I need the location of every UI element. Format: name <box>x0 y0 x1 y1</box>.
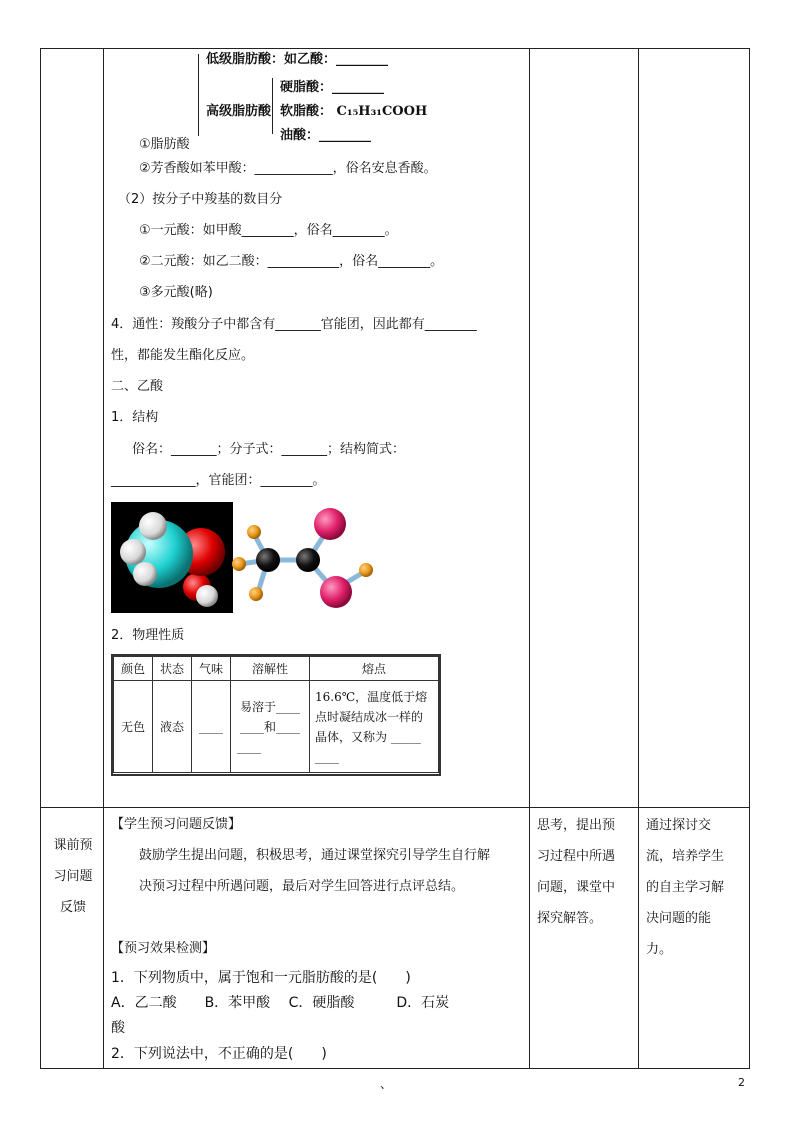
table-border-col1 <box>103 48 104 1069</box>
higher-fatty-acid: 高级脂肪酸 <box>206 104 272 119</box>
student-line-3: 问题，课堂中 <box>537 880 616 895</box>
solubility-line-3: ____ <box>237 739 261 754</box>
structure-fill-1: 俗名：_______；分子式：_______；结构简式： <box>132 442 406 457</box>
common-property-line-1: 4．通性：羧酸分子中都含有_______官能团，因此都有________ <box>111 317 477 332</box>
structure-heading: 1．结构 <box>111 410 159 425</box>
common-property-line-2: 性，都能发生酯化反应。 <box>111 348 255 363</box>
test-title: 【预习效果检测】 <box>111 941 216 956</box>
question-2: 2．下列说法中，不正确的是( ) <box>111 1046 327 1062</box>
preview-row-label <box>48 830 98 923</box>
melting-line-3: 晶体，又称为 _____ <box>315 729 421 744</box>
di-acid-line: ②二元酸：如乙二酸：___________，俗名________。 <box>139 254 444 269</box>
purpose-line-5: 力。 <box>646 942 673 957</box>
table-border-bottom <box>40 1068 750 1069</box>
property-table <box>113 656 439 773</box>
space-filling-model-graphic <box>111 502 233 613</box>
section-acetic-acid: 二、乙酸 <box>111 379 164 394</box>
student-line-4: 探究解答。 <box>537 911 603 926</box>
question-1: 1．下列物质中，属于饱和一元脂肪酸的是( ) <box>111 970 411 986</box>
palmitic-formula: C₁₅H₃₁COOH <box>336 104 428 119</box>
melting-line-2: 点时凝结成冰一样的 <box>315 709 424 724</box>
table-border-col3 <box>638 48 639 1069</box>
melting-line-4: ____ <box>315 749 339 764</box>
acetic-acid-ball-stick-model <box>232 502 382 613</box>
cell-odor: ____ <box>192 681 231 773</box>
cell-state: 液态 <box>153 681 192 773</box>
cell-color: 无色 <box>114 681 153 773</box>
purpose-line-4: 决问题的能 <box>646 911 712 926</box>
design-purpose <box>646 810 746 965</box>
table-border-left <box>40 48 41 1069</box>
cell-solubility <box>231 681 310 773</box>
fatty-acid-classification <box>190 48 450 148</box>
mono-acid-line: ①一元酸：如甲酸________，俗名________。 <box>139 223 398 238</box>
cell-melting-point <box>310 681 439 773</box>
footer-mark: 、 <box>380 1077 393 1091</box>
purpose-line-1: 通过探讨交 <box>646 818 712 833</box>
aromatic-acid-line: ②芳香酸如苯甲酸：____________，俗名安息香酸。 <box>139 161 437 176</box>
preview-label-line-3: 反馈 <box>59 900 86 915</box>
header-state: 状态 <box>153 657 192 681</box>
fatty-acid-line: ①脂肪酸 <box>139 137 190 152</box>
purpose-line-3: 的自主学习解 <box>646 880 725 895</box>
page-number: 2 <box>738 1076 745 1089</box>
student-line-2: 习过程中所遇 <box>537 849 616 864</box>
header-color: 颜色 <box>114 657 153 681</box>
solubility-line-2: ____和____ <box>239 719 300 734</box>
stearic-acid: 硬脂酸：________ <box>280 80 385 95</box>
inner-brace <box>272 78 273 134</box>
header-solubility: 溶解性 <box>231 657 310 681</box>
question-1-options-wrap: 酸 <box>111 1020 125 1036</box>
student-line-1: 思考，提出预 <box>537 818 616 833</box>
acetic-acid-space-filling-model <box>111 502 233 613</box>
palmitic-acid <box>280 104 427 120</box>
by-count-heading: （2）按分子中羧基的数目分 <box>118 192 283 207</box>
student-activity <box>537 810 633 934</box>
melting-line-1: 16.6℃，温度低于熔 <box>315 689 428 704</box>
preview-label-line-2: 习问题 <box>53 869 93 884</box>
outer-brace <box>198 54 199 136</box>
feedback-text-1: 鼓励学生提出问题，积极思考，通过课堂探究引导学生自行解 <box>139 848 491 863</box>
feedback-text-2: 决预习过程中所遇问题，最后对学生回答进行点评总结。 <box>139 879 465 894</box>
palmitic-label: 软脂酸： <box>280 104 333 119</box>
solubility-line-1: 易溶于____ <box>239 699 300 714</box>
structure-fill-2: _____________，官能团：________。 <box>111 473 326 488</box>
table-row-divider <box>40 807 750 808</box>
header-odor: 气味 <box>192 657 231 681</box>
table-border-right <box>749 48 750 1069</box>
ball-stick-model-graphic <box>232 502 382 613</box>
lower-fatty-acid: 低级脂肪酸：如乙酸：________ <box>206 52 389 67</box>
purpose-line-2: 流，培养学生 <box>646 849 725 864</box>
question-1-options: A．乙二酸 B．苯甲酸 C．硬脂酸 D．石炭 <box>111 995 450 1011</box>
poly-acid-line: ③多元酸(略) <box>139 285 213 300</box>
table-border-col2 <box>529 48 530 1069</box>
oleic-acid: 油酸：________ <box>280 128 372 143</box>
feedback-title: 【学生预习问题反馈】 <box>111 817 242 832</box>
physical-properties-heading: 2．物理性质 <box>111 628 185 643</box>
header-melting-point: 熔点 <box>310 657 439 681</box>
preview-label-line-1: 课前预 <box>53 838 93 853</box>
